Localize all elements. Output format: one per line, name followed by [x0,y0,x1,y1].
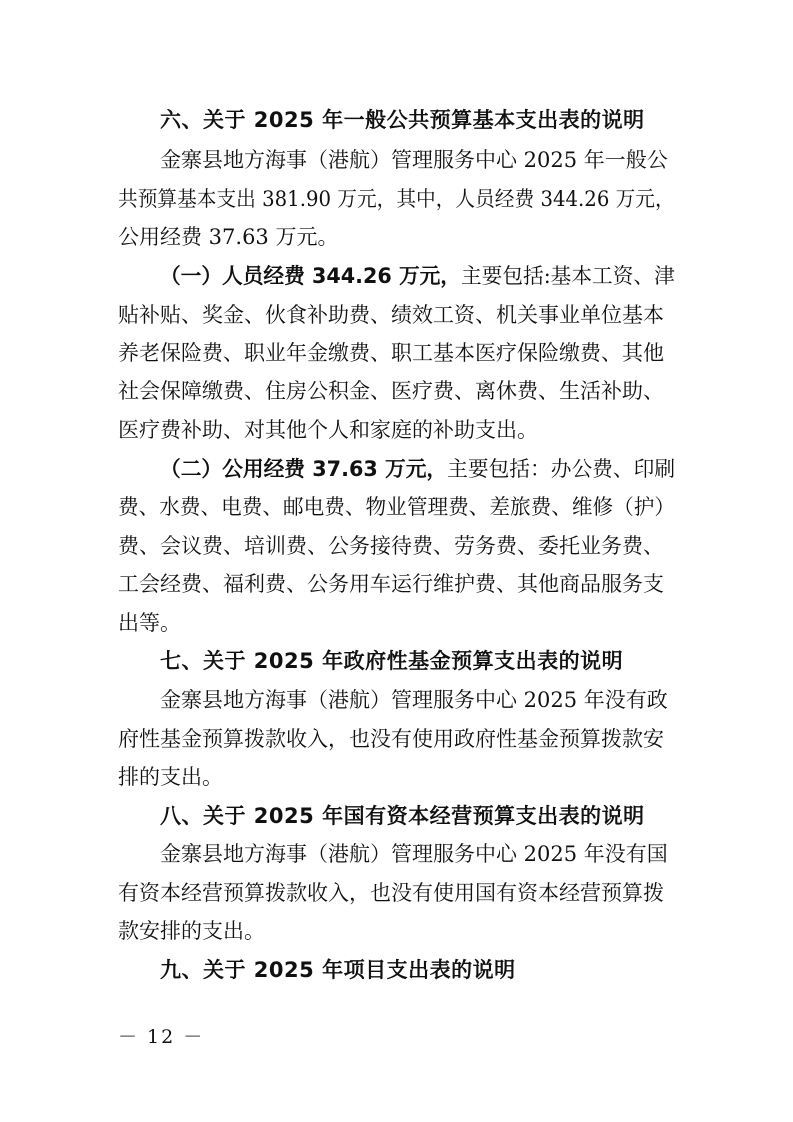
personnel-label: （一）人员经费 344.26 万元， [160,264,461,288]
section-6-heading: 六、关于 2025 年一般公共预算基本支出表的说明 [160,108,645,132]
paragraph-line: 医疗费补助、对其他个人和家庭的补助支出。 [118,418,538,442]
paragraph-line: 排的支出。 [118,765,223,789]
paragraph-line: 贴补贴、奖金、伙食补助费、绩效工资、机关事业单位基本 [118,303,664,327]
paragraph-line: 府性基金预算拨款收入，也没有使用政府性基金预算拨款安 [118,727,664,751]
paragraph-line: 共预算基本支出 381.90 万元，其中，人员经费 344.26 万元， [118,187,675,211]
section-9-heading: 九、关于 2025 年项目支出表的说明 [160,958,516,982]
paragraph-line: 工会经费、福利费、公务用车运行维护费、其他商品服务支 [118,572,664,596]
page-number: － 12 － [118,1026,205,1048]
paragraph-line: 公用经费 37.63 万元。 [118,225,339,249]
public-text: 主要包括：办公费、印刷 [447,457,676,481]
paragraph-line: 出等。 [118,611,181,635]
paragraph-line: 款安排的支出。 [118,919,265,943]
paragraph-line: 养老保险费、职业年金缴费、职工基本医疗保险缴费、其他 [118,341,664,365]
paragraph-line: 金寨县地方海事（港航）管理服务中心 2025 年没有国 [160,842,668,866]
paragraph-line: 费、会议费、培训费、公务接待费、劳务费、委托业务费、 [118,534,664,558]
personnel-first-line [160,266,675,287]
paragraph-line: 有资本经营预算拨款收入，也没有使用国有资本经营预算拨 [118,881,664,905]
public-label: （二）公用经费 37.63 万元， [160,457,448,481]
section-7-heading: 七、关于 2025 年政府性基金预算支出表的说明 [160,649,624,673]
paragraph-line: 金寨县地方海事（港航）管理服务中心 2025 年没有政 [160,688,668,712]
paragraph-line: 社会保障缴费、住房公积金、医疗费、离休费、生活补助、 [118,379,664,403]
public-first-line [160,459,675,480]
section-8-heading: 八、关于 2025 年国有资本经营预算支出表的说明 [160,804,645,828]
personnel-text: 主要包括:基本工资、津 [460,264,675,288]
paragraph-line: 费、水费、电费、邮电费、物业管理费、差旅费、维修（护） [118,495,675,519]
paragraph-line: 金寨县地方海事（港航）管理服务中心 2025 年一般公 [160,148,668,172]
